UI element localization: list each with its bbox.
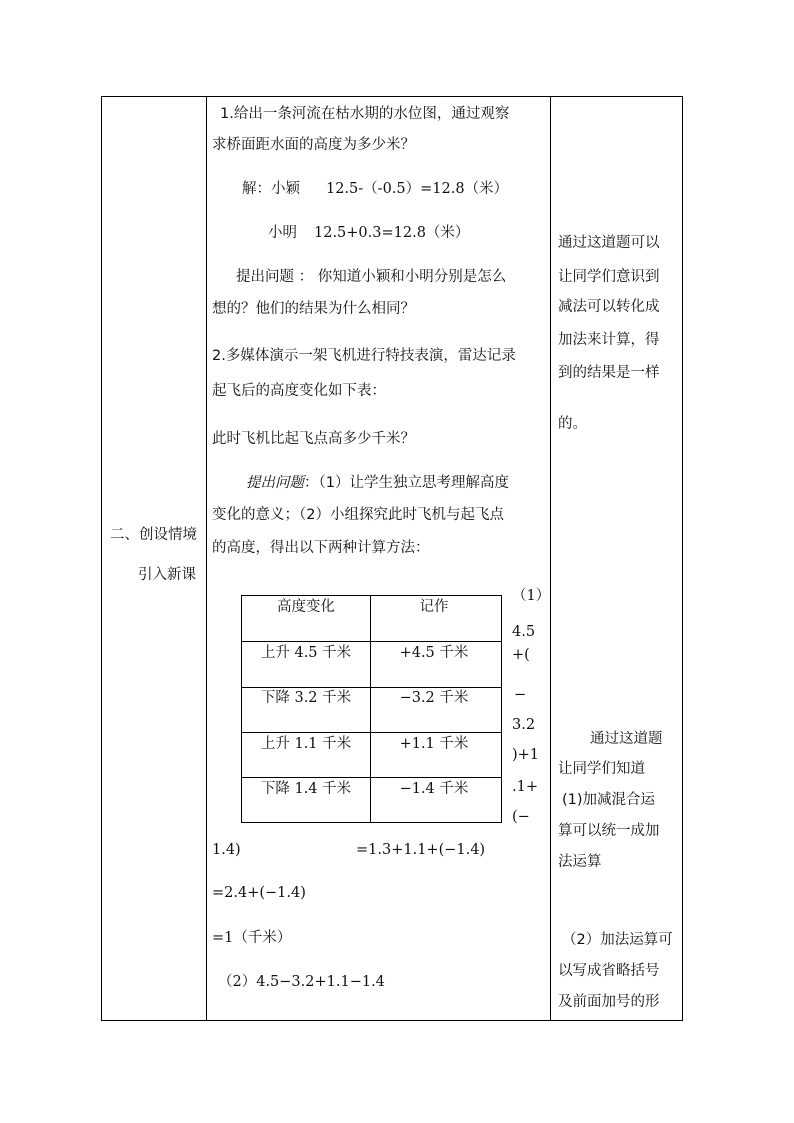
table-header: 记作 <box>419 599 449 615</box>
column-divider <box>550 97 551 1020</box>
calc-line: =1.3+1.1+(−1.4) <box>356 842 486 858</box>
question-3-line-1 <box>246 473 509 493</box>
calc-fragment: 3.2 <box>512 717 536 733</box>
table-header: 高度变化 <box>277 599 335 615</box>
calc-line: =2.4+(−1.4) <box>212 885 306 901</box>
table-cell: +4.5 千米 <box>399 645 469 661</box>
calc-fragment: （1） <box>512 588 551 604</box>
question-3-text: ：（1）让学生独立思考理解高度 <box>304 475 509 491</box>
note-3-line: 以写成省略括号 <box>558 963 660 979</box>
note-1-line: 的。 <box>558 416 587 432</box>
note-2-line: 法运算 <box>558 854 602 870</box>
note-3-line: （2）加法运算可 <box>562 932 673 948</box>
lesson-table <box>101 96 683 1021</box>
calc-line: =1（千米） <box>212 930 292 946</box>
solution-label: 解：小颖 <box>242 181 300 197</box>
question-1-line-2: 想的？他们的结果为什么相同？ <box>212 301 415 317</box>
xiaoming-label: 小明 <box>268 225 297 241</box>
solution-expression: 12.5-（-0.5）=12.8（米） <box>326 181 509 197</box>
note-2-line: 让同学们知道 <box>558 761 645 777</box>
note-1-line: 通过这道题可以 <box>558 235 660 251</box>
table-cell: 下降 3.2 千米 <box>260 690 352 706</box>
table-row-divider <box>242 641 501 642</box>
question-1-line-1: 提出问题 ： 你知道小颖和小明分别是怎么 <box>236 269 507 285</box>
calc-fragment: (− <box>512 809 530 825</box>
note-1-line: 让同学们意识到 <box>558 269 660 285</box>
table-cell: −3.2 千米 <box>399 690 469 706</box>
column-divider <box>206 97 207 1020</box>
note-1-line: 到的结果是一样 <box>558 365 660 381</box>
xiaoming-expression: 12.5+0.3=12.8（米） <box>314 225 470 241</box>
question-3-label: 提出问题 <box>246 475 304 491</box>
stage-title: 二、创设情境 <box>110 527 197 543</box>
table-cell: 下降 1.4 千米 <box>260 781 352 797</box>
note-2-line: 通过这道题 <box>590 731 663 747</box>
problem-2-line-2: 起飞后的高度变化如下表： <box>212 383 386 399</box>
note-2-line: 算可以统一成加 <box>558 823 660 839</box>
calc-fragment: − <box>514 687 527 703</box>
stage-subtitle: 引入新课 <box>138 567 196 583</box>
table-cell: 上升 1.1 千米 <box>260 736 352 752</box>
note-2-line: (1)加减混合运 <box>562 792 656 808</box>
height-change-table <box>241 595 502 823</box>
table-cell: 上升 4.5 千米 <box>260 645 352 661</box>
question-3-line-3: 的高度，得出以下两种计算方法： <box>212 540 430 556</box>
note-1-line: 加法来计算，得 <box>558 332 660 348</box>
calc-fragment: )+1 <box>512 747 540 763</box>
table-cell: −1.4 千米 <box>399 781 469 797</box>
problem-1-line-2: 求桥面距水面的高度为多少米？ <box>212 137 415 153</box>
note-1-line: 减法可以转化成 <box>558 299 660 315</box>
question-2: 此时飞机比起飞点高多少千米？ <box>212 431 415 447</box>
calc-fragment: .1+ <box>512 779 538 795</box>
table-row-divider <box>242 732 501 733</box>
table-cell: +1.1 千米 <box>399 736 469 752</box>
question-3-line-2: 变化的意义；（2）小组探究此时飞机与起飞点 <box>212 507 504 523</box>
problem-1-line-1: 1.给出一条河流在枯水期的水位图，通过观察 <box>220 106 510 122</box>
calc-line: （2）4.5−3.2+1.1−1.4 <box>218 974 385 990</box>
calc-line: 1.4) <box>212 842 241 858</box>
table-row-divider <box>242 777 501 778</box>
problem-2-line-1: 2.多媒体演示一架飞机进行特技表演，雷达记录 <box>212 348 516 364</box>
calc-fragment: +( <box>512 647 530 663</box>
note-3-line: 及前面加号的形 <box>558 994 660 1010</box>
calc-fragment: 4.5 <box>512 624 536 640</box>
